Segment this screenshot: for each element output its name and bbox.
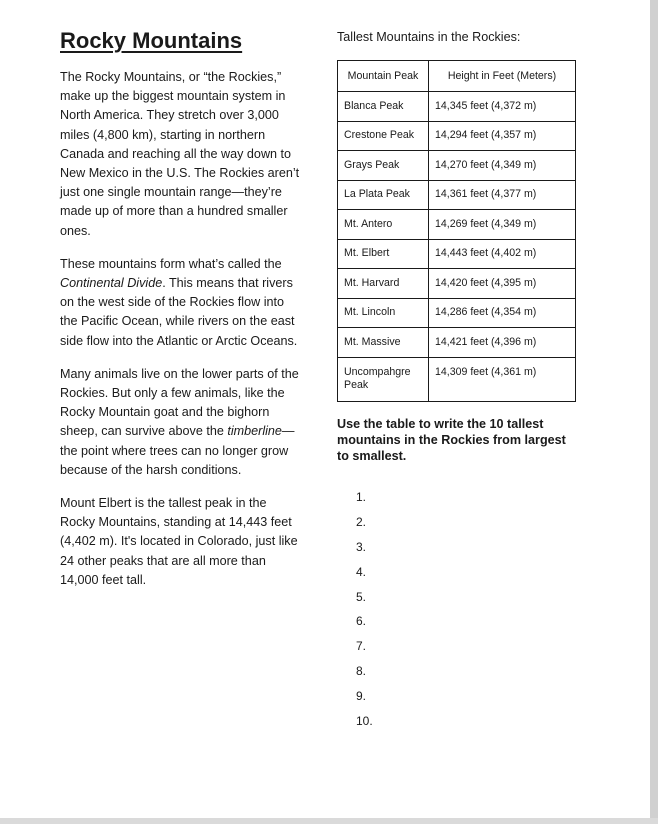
table-row <box>338 92 576 122</box>
header-height: Height in Feet (Meters) <box>429 61 576 92</box>
peak-height: 14,286 feet (4,354 m) <box>429 298 576 328</box>
answer-list <box>356 485 373 734</box>
table-title: Tallest Mountains in the Rockies: <box>337 30 521 44</box>
peak-height: 14,345 feet (4,372 m) <box>429 92 576 122</box>
table-row <box>338 298 576 328</box>
peak-name: Mt. Harvard <box>338 269 429 299</box>
peak-name: La Plata Peak <box>338 180 429 210</box>
table-row <box>338 328 576 358</box>
table-row <box>338 357 576 401</box>
article-body <box>60 68 300 604</box>
header-mountain-peak: Mountain Peak <box>338 61 429 92</box>
paragraph-animals: Many animals live on the lower parts of the Rockies. But only a few animals, like the Rocky Mountain goat and the bighorn sheep, can survive above the timberline—the point where trees can no longer grow because of the harsh conditions. <box>60 366 299 477</box>
peak-name: Mt. Elbert <box>338 239 429 269</box>
peak-height: 14,270 feet (4,349 m) <box>429 151 576 181</box>
instructions: Use the table to write the 10 tallest mountains in the Rockies from largest to smallest. <box>337 417 566 463</box>
answer-line: 2. <box>356 514 367 529</box>
answer-line: 10. <box>356 714 373 729</box>
answer-line: 7. <box>356 639 367 654</box>
page-edge-right <box>650 0 658 824</box>
peak-height: 14,420 feet (4,395 m) <box>429 269 576 299</box>
answer-line: 8. <box>356 664 367 679</box>
peak-name: Mt. Antero <box>338 210 429 240</box>
peak-name: Crestone Peak <box>338 121 429 151</box>
answer-line: 5. <box>356 589 367 604</box>
peak-height: 14,269 feet (4,349 m) <box>429 210 576 240</box>
answer-line: 4. <box>356 564 367 579</box>
page-title: Rocky Mountains <box>60 28 243 53</box>
answer-line: 3. <box>356 539 367 554</box>
answer-line: 9. <box>356 689 367 704</box>
answer-line: 1. <box>356 490 367 504</box>
peak-height: 14,443 feet (4,402 m) <box>429 239 576 269</box>
peak-name: Mt. Lincoln <box>338 298 429 328</box>
peak-name: Grays Peak <box>338 151 429 181</box>
table-row <box>338 269 576 299</box>
answer-line: 6. <box>356 614 367 629</box>
term-continental-divide: Continental Divide <box>60 276 163 291</box>
peak-name: Mt. Massive <box>338 328 429 358</box>
peak-height: 14,294 feet (4,357 m) <box>429 121 576 151</box>
paragraph-divide: These mountains form what’s called the Continental Divide. This means that rivers on the west side of the Rockies flow into the Pacific Ocean, while rivers on the east side flow into the Atlantic or Arctic Oceans. <box>60 256 298 348</box>
table-row <box>338 121 576 151</box>
paragraph-elbert: Mount Elbert is the tallest peak in the Rocky Mountains, standing at 14,443 feet (4,402 m). It's located in Colorado, just like 24 other peaks that are all more than 14,000 feet tall. <box>60 496 298 587</box>
table-header-row <box>338 61 576 92</box>
term-timberline: timberline <box>227 424 282 439</box>
mountains-table <box>337 60 576 402</box>
table-row <box>338 210 576 240</box>
peak-height: 14,361 feet (4,377 m) <box>429 180 576 210</box>
peak-height: 14,421 feet (4,396 m) <box>429 328 576 358</box>
table-row <box>338 239 576 269</box>
peak-name: Uncompahgre Peak <box>338 357 429 401</box>
page-edge-bottom <box>0 818 658 824</box>
table-row <box>338 151 576 181</box>
table-row <box>338 180 576 210</box>
peak-name: Blanca Peak <box>338 92 429 122</box>
paragraph-intro: The Rocky Mountains, or “the Rockies,” make up the biggest mountain system in North America. They stretch over 3,000 miles (4,800 km), starting in northern Canada and reaching all the way down to New Mexico in the U.S. The Rockies aren’t just one single mountain range—they’re made up of more than a hundred smaller ones. <box>60 70 300 238</box>
peak-height: 14,309 feet (4,361 m) <box>429 357 576 401</box>
